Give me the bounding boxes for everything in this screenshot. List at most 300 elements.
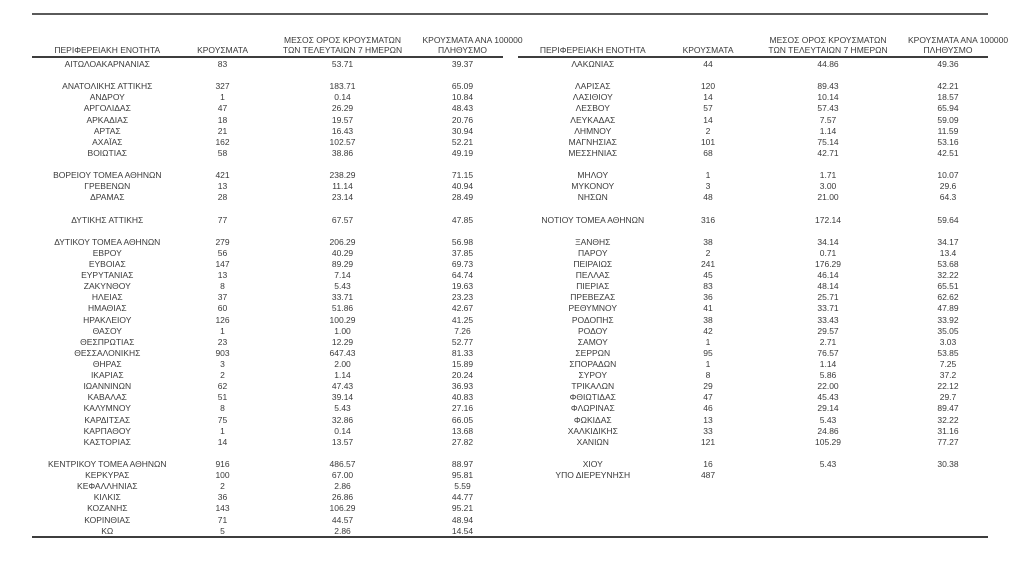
avg7-cell: 33.71 xyxy=(817,303,839,314)
avg7-cell: 2.00 xyxy=(334,359,351,369)
region-cell: ΗΜΑΘΙΑΣ xyxy=(87,303,127,314)
cases-cell: 2 xyxy=(705,125,711,136)
per100k-cell: 3.03 xyxy=(939,336,957,347)
avg7-cell: 7.57 xyxy=(819,114,837,125)
per100k-cell: 48.43 xyxy=(451,103,474,114)
per100k-cell: 95.21 xyxy=(451,503,474,514)
region-cell: ΘΕΣΠΡΩΤΙΑΣ xyxy=(80,336,135,347)
avg7-cell: 1.71 xyxy=(819,170,837,181)
table-spacer-row xyxy=(32,203,503,214)
table-row xyxy=(32,315,503,326)
table-row xyxy=(32,337,503,348)
region-cell: ΣΑΜΟΥ xyxy=(577,336,608,347)
avg7-cell: 24.86 xyxy=(817,425,839,436)
cases-cell: 41 xyxy=(703,303,713,314)
region-cell: ΕΥΡΥΤΑΝΙΑΣ xyxy=(81,270,134,281)
table-row xyxy=(32,470,503,481)
table-row xyxy=(518,348,989,359)
cases-cell: 95 xyxy=(703,347,713,358)
avg7-cell: 647.43 xyxy=(329,347,356,358)
cases-cell: 126 xyxy=(215,314,230,325)
table-row xyxy=(518,459,989,470)
cases-cell: 1 xyxy=(705,336,711,347)
cases-cell: 46 xyxy=(703,403,713,414)
table-body-left xyxy=(32,58,503,536)
region-cell: ΔΥΤΙΚΟΥ ΤΟΜΕΑ ΑΘΗΝΩΝ xyxy=(54,236,161,247)
avg7-cell: 46.14 xyxy=(817,270,839,281)
per100k-cell: 30.38 xyxy=(937,458,959,469)
table-body-right xyxy=(518,58,989,536)
per100k-cell: 42.21 xyxy=(937,81,959,92)
table-row xyxy=(32,137,503,148)
avg7-cell: 51.86 xyxy=(331,303,354,314)
table-row xyxy=(518,181,989,192)
table-row xyxy=(32,292,503,303)
table-spacer-row xyxy=(518,492,989,503)
table-row xyxy=(518,426,989,437)
avg7-cell: 44.86 xyxy=(817,59,839,70)
cases-cell: 38 xyxy=(703,314,713,325)
cases-cell: 5 xyxy=(220,525,225,536)
avg7-cell: 23.14 xyxy=(331,192,354,203)
per100k-cell: 42.67 xyxy=(451,303,474,314)
table-spacer-row xyxy=(518,203,989,214)
region-cell: ΑΝΑΤΟΛΙΚΗΣ ΑΤΤΙΚΗΣ xyxy=(62,81,153,92)
avg7-cell: 57.43 xyxy=(817,103,839,114)
per100k-cell: 52.77 xyxy=(451,336,474,347)
per100k-cell: 37.2 xyxy=(939,370,957,381)
per100k-cell: 77.27 xyxy=(937,436,959,447)
region-cell: ΦΩΚΙΔΑΣ xyxy=(573,414,612,425)
table-row xyxy=(518,415,989,426)
cases-cell: 57 xyxy=(703,103,713,114)
region-cell: ΗΡΑΚΛΕΙΟΥ xyxy=(83,314,132,325)
region-cell: ΣΥΡΟΥ xyxy=(578,370,608,381)
region-cell: ΣΕΡΡΩΝ xyxy=(575,347,611,358)
avg7-cell: 13.57 xyxy=(331,436,354,447)
per100k-cell: 36.93 xyxy=(451,381,474,392)
avg7-cell: 105.29 xyxy=(815,436,842,447)
avg7-cell: 5.43 xyxy=(334,403,351,414)
per100k-cell: 56.98 xyxy=(451,236,474,247)
avg7-cell: 2.86 xyxy=(334,525,351,536)
cases-cell: 44 xyxy=(703,59,713,70)
per100k-cell: 41.25 xyxy=(451,314,474,325)
region-cell: ΦΘΙΩΤΙΔΑΣ xyxy=(569,392,616,403)
per100k-cell: 65.94 xyxy=(937,103,959,114)
table-row xyxy=(32,259,503,270)
cases-cell: 1 xyxy=(220,92,225,103)
per100k-cell: 13.68 xyxy=(451,425,474,436)
per100k-cell: 49.36 xyxy=(937,59,959,70)
cases-cell: 327 xyxy=(215,81,230,92)
region-cell: ΓΡΕΒΕΝΩΝ xyxy=(84,181,131,192)
table-row xyxy=(32,170,503,181)
cases-cell: 162 xyxy=(215,136,230,147)
region-cell: ΚΟΡΙΝΘΙΑΣ xyxy=(84,514,131,525)
region-cell: ΜΕΣΣΗΝΙΑΣ xyxy=(568,147,618,158)
per100k-cell: 11.59 xyxy=(937,125,959,136)
table-row xyxy=(518,170,989,181)
table-row xyxy=(518,92,989,103)
avg7-cell: 5.43 xyxy=(819,414,837,425)
column-header-avg7: ΜΕΣΟΣ ΟΡΟΣ ΚΡΟΥΣΜΑΤΩΝ ΤΩΝ ΤΕΛΕΥΤΑΙΩΝ 7 ΗΜΕΡΩΝ xyxy=(282,35,403,55)
per100k-cell: 31.16 xyxy=(937,425,959,436)
table-right-half xyxy=(518,15,1009,536)
per100k-cell: 81.33 xyxy=(451,347,474,358)
per100k-cell: 23.23 xyxy=(451,292,474,303)
per100k-cell: 64.74 xyxy=(451,270,474,281)
per100k-cell: 30.94 xyxy=(451,125,474,136)
region-cell: ΛΕΥΚΑΔΑΣ xyxy=(570,114,616,125)
table-row xyxy=(518,137,989,148)
avg7-cell: 100.29 xyxy=(329,314,356,325)
region-cell: ΔΥΤΙΚΗΣ ΑΤΤΙΚΗΣ xyxy=(71,214,144,225)
table-spacer-row xyxy=(32,159,503,170)
regional-cases-table xyxy=(32,13,1009,538)
region-cell: ΧΙΟΥ xyxy=(582,458,603,469)
cases-cell: 316 xyxy=(700,214,716,225)
region-cell: ΚΑΣΤΟΡΙΑΣ xyxy=(83,436,131,447)
region-cell: ΝΟΤΙΟΥ ΤΟΜΕΑ ΑΘΗΝΩΝ xyxy=(541,214,645,225)
region-cell: ΚΑΛΥΜΝΟΥ xyxy=(83,403,131,414)
per100k-cell: 64.3 xyxy=(939,192,957,203)
avg7-cell: 89.29 xyxy=(331,259,354,270)
table-row xyxy=(32,492,503,503)
avg7-cell: 1.14 xyxy=(334,370,351,381)
per100k-cell: 10.07 xyxy=(937,170,959,181)
avg7-cell: 1.14 xyxy=(819,359,837,369)
table-spacer-row xyxy=(518,70,989,81)
avg7-cell: 32.86 xyxy=(331,414,354,425)
table-row xyxy=(518,403,989,414)
avg7-cell: 42.71 xyxy=(817,147,839,158)
cases-cell: 121 xyxy=(700,436,716,447)
per100k-cell: 7.26 xyxy=(454,325,471,336)
region-cell: ΒΟΙΩΤΙΑΣ xyxy=(87,147,128,158)
per100k-cell: 65.09 xyxy=(451,81,474,92)
region-cell: ΠΕΛΛΑΣ xyxy=(575,270,610,281)
region-cell: ΥΠΟ ΔΙΕΡΕΥΝΗΣΗ xyxy=(555,470,631,481)
table-row xyxy=(518,248,989,259)
per100k-cell: 62.62 xyxy=(937,292,959,303)
cases-cell: 21 xyxy=(217,125,228,136)
cases-cell: 13 xyxy=(217,181,228,192)
per100k-cell: 20.76 xyxy=(451,114,474,125)
per100k-cell: 22.12 xyxy=(937,381,959,392)
table-row xyxy=(518,115,989,126)
table-row xyxy=(32,92,503,103)
cases-cell: 18 xyxy=(217,114,228,125)
avg7-cell: 5.86 xyxy=(819,370,837,381)
cases-cell: 13 xyxy=(217,270,228,281)
region-cell: ΛΗΜΝΟΥ xyxy=(574,125,612,136)
avg7-cell: 34.14 xyxy=(817,236,839,247)
region-cell: ΚΑΡΠΑΘΟΥ xyxy=(83,425,131,436)
per100k-cell: 89.47 xyxy=(937,403,959,414)
avg7-cell: 486.57 xyxy=(329,458,356,469)
avg7-cell: 183.71 xyxy=(329,81,356,92)
table-spacer-row xyxy=(518,503,989,514)
region-cell: ΡΕΘΥΜΝΟΥ xyxy=(568,303,618,314)
avg7-cell: 67.57 xyxy=(331,214,354,225)
table-row xyxy=(518,215,989,226)
cases-cell: 37 xyxy=(217,292,228,303)
per100k-cell: 53.68 xyxy=(937,259,959,270)
cases-cell: 1 xyxy=(220,325,225,336)
region-cell: ΡΟΔΟΥ xyxy=(577,325,608,336)
region-cell: ΙΩΑΝΝΙΝΩΝ xyxy=(83,381,132,392)
table-row xyxy=(32,192,503,203)
region-cell: ΜΑΓΝΗΣΙΑΣ xyxy=(568,136,617,147)
table-header-right xyxy=(518,15,1009,58)
cases-cell: 241 xyxy=(700,259,716,270)
cases-cell: 45 xyxy=(703,270,713,281)
region-cell: ΠΙΕΡΙΑΣ xyxy=(576,281,610,292)
table-row xyxy=(32,426,503,437)
avg7-cell: 25.71 xyxy=(817,292,839,303)
column-header-avg7: ΜΕΣΟΣ ΟΡΟΣ ΚΡΟΥΣΜΑΤΩΝ ΤΩΝ ΤΕΛΕΥΤΑΙΩΝ 7 ΗΜΕΡΩΝ xyxy=(768,35,888,55)
table-spacer-row xyxy=(518,481,989,492)
cases-cell: 47 xyxy=(217,103,228,114)
avg7-cell: 10.14 xyxy=(817,92,839,103)
cases-cell: 2 xyxy=(705,247,711,258)
table-row xyxy=(518,237,989,248)
region-cell: ΑΧΑΪΑΣ xyxy=(92,136,123,147)
cases-cell: 279 xyxy=(215,236,230,247)
table-row xyxy=(32,392,503,403)
per100k-cell: 59.64 xyxy=(937,214,959,225)
table-row xyxy=(518,148,989,159)
table-row xyxy=(32,115,503,126)
cases-cell: 33 xyxy=(703,425,713,436)
region-cell: ΠΡΕΒΕΖΑΣ xyxy=(570,292,616,303)
table-row xyxy=(32,103,503,114)
per100k-cell: 27.16 xyxy=(451,403,474,414)
table-row xyxy=(32,381,503,392)
avg7-cell: 0.14 xyxy=(334,92,351,103)
per100k-cell: 13.4 xyxy=(939,247,957,258)
cases-cell: 2 xyxy=(220,481,225,492)
per100k-cell: 33.92 xyxy=(937,314,959,325)
per100k-cell: 65.51 xyxy=(937,281,959,292)
per100k-cell: 53.16 xyxy=(937,136,959,147)
region-cell: ΚΕΡΚΥΡΑΣ xyxy=(85,470,130,481)
region-cell: ΧΑΛΚΙΔΙΚΗΣ xyxy=(567,425,618,436)
table-row xyxy=(32,126,503,137)
column-header-region: ΠΕΡΙΦΕΡΕΙΑΚΗ ΕΝΟΤΗΤΑ xyxy=(54,44,161,55)
table-row xyxy=(32,359,503,370)
avg7-cell: 45.43 xyxy=(817,392,839,403)
avg7-cell: 48.14 xyxy=(817,281,839,292)
avg7-cell: 29.14 xyxy=(817,403,839,414)
region-cell: ΘΕΣΣΑΛΟΝΙΚΗΣ xyxy=(74,347,141,358)
region-cell: ΜΗΛΟΥ xyxy=(577,170,609,181)
cases-cell: 421 xyxy=(215,170,230,181)
region-cell: ΤΡΙΚΑΛΩΝ xyxy=(571,381,615,392)
per100k-cell: 52.21 xyxy=(451,136,474,147)
region-cell: ΕΒΡΟΥ xyxy=(92,247,122,258)
avg7-cell: 26.29 xyxy=(331,103,354,114)
table-row xyxy=(32,215,503,226)
cases-cell: 1 xyxy=(705,170,711,181)
cases-cell: 36 xyxy=(217,492,228,503)
avg7-cell: 1.14 xyxy=(819,125,837,136)
region-cell: ΘΑΣΟΥ xyxy=(92,325,122,336)
avg7-cell: 11.14 xyxy=(332,181,353,192)
region-cell: ΚΑΡΔΙΤΣΑΣ xyxy=(84,414,131,425)
cases-cell: 143 xyxy=(215,503,230,514)
cases-cell: 147 xyxy=(215,259,230,270)
avg7-cell: 2.71 xyxy=(819,336,837,347)
per100k-cell: 42.51 xyxy=(937,147,959,158)
avg7-cell: 89.43 xyxy=(817,81,839,92)
per100k-cell: 40.83 xyxy=(451,392,474,403)
table-row xyxy=(32,237,503,248)
region-cell: ΛΕΣΒΟΥ xyxy=(575,103,610,114)
region-cell: ΙΚΑΡΙΑΣ xyxy=(90,370,124,381)
per100k-cell: 34.17 xyxy=(937,236,959,247)
table-row xyxy=(32,503,503,514)
column-header-cases: ΚΡΟΥΣΜΑΤΑ xyxy=(197,44,249,55)
table-row xyxy=(32,181,503,192)
per100k-cell: 44.77 xyxy=(451,492,474,503)
avg7-cell: 76.57 xyxy=(817,347,839,358)
table-row xyxy=(518,270,989,281)
region-cell: ΕΥΒΟΙΑΣ xyxy=(88,259,126,270)
cases-cell: 3 xyxy=(705,181,711,192)
avg7-cell: 29.57 xyxy=(817,325,839,336)
cases-cell: 14 xyxy=(703,114,713,125)
region-cell: ΘΗΡΑΣ xyxy=(92,359,122,369)
region-cell: ΛΑΣΙΘΙΟΥ xyxy=(572,92,613,103)
cases-cell: 77 xyxy=(217,214,228,225)
per100k-cell: 71.15 xyxy=(451,170,474,181)
avg7-cell: 67.00 xyxy=(331,470,354,481)
region-cell: ΚΩ xyxy=(101,525,114,536)
per100k-cell: 53.85 xyxy=(937,347,959,358)
table-row xyxy=(32,281,503,292)
column-header-cases: ΚΡΟΥΣΜΑΤΑ xyxy=(682,44,734,55)
per100k-cell: 15.89 xyxy=(451,359,474,369)
table-spacer-row xyxy=(518,526,989,537)
region-cell: ΑΡΓΟΛΙΔΑΣ xyxy=(83,103,131,114)
table-row xyxy=(32,514,503,525)
per100k-cell: 40.94 xyxy=(451,181,474,192)
avg7-cell: 53.71 xyxy=(331,59,354,70)
cases-cell: 68 xyxy=(703,147,713,158)
table-left-half xyxy=(32,15,523,536)
avg7-cell: 75.14 xyxy=(817,136,839,147)
cases-cell: 1 xyxy=(705,359,711,369)
cases-cell: 38 xyxy=(703,236,713,247)
per100k-cell: 28.49 xyxy=(451,192,474,203)
region-cell: ΝΗΣΩΝ xyxy=(577,192,608,203)
avg7-cell: 7.14 xyxy=(334,270,351,281)
region-cell: ΖΑΚΥΝΘΟΥ xyxy=(83,281,131,292)
region-cell: ΠΕΙΡΑΙΩΣ xyxy=(573,259,613,270)
region-cell: ΛΑΡΙΣΑΣ xyxy=(574,81,611,92)
column-header-region: ΠΕΡΙΦΕΡΕΙΑΚΗ ΕΝΟΤΗΤΑ xyxy=(539,44,646,55)
per100k-cell: 95.81 xyxy=(451,470,474,481)
avg7-cell: 206.29 xyxy=(329,236,356,247)
per100k-cell: 35.05 xyxy=(937,325,959,336)
cases-cell: 101 xyxy=(700,136,716,147)
avg7-cell: 47.43 xyxy=(331,381,354,392)
per100k-cell: 48.94 xyxy=(451,514,474,525)
table-row xyxy=(518,337,989,348)
region-cell: ΜΥΚΟΝΟΥ xyxy=(571,181,615,192)
avg7-cell: 38.86 xyxy=(331,147,354,158)
cases-cell: 58 xyxy=(217,147,228,158)
region-cell: ΑΡΚΑΔΙΑΣ xyxy=(86,114,129,125)
avg7-cell: 33.43 xyxy=(817,314,839,325)
avg7-cell: 2.86 xyxy=(334,481,351,492)
avg7-cell: 238.29 xyxy=(329,170,356,181)
per100k-cell: 47.85 xyxy=(451,214,474,225)
table-row xyxy=(518,103,989,114)
region-cell: ΗΛΕΙΑΣ xyxy=(91,292,123,303)
column-header-per100k: ΚΡΟΥΣΜΑΤΑ ΑΝΑ 100000 ΠΛΗΘΥΣΜΟ xyxy=(908,35,1009,55)
avg7-cell: 1.00 xyxy=(334,325,351,336)
table-row xyxy=(32,270,503,281)
per100k-cell: 37.85 xyxy=(451,247,474,258)
region-cell: ΧΑΝΙΩΝ xyxy=(576,436,609,447)
table-spacer-row xyxy=(32,448,503,459)
table-row xyxy=(518,126,989,137)
cases-cell: 48 xyxy=(703,192,713,203)
table-row xyxy=(518,259,989,270)
table-row xyxy=(32,326,503,337)
table-spacer-row xyxy=(518,448,989,459)
cases-cell: 42 xyxy=(703,325,713,336)
avg7-cell: 33.71 xyxy=(331,292,354,303)
table-row xyxy=(518,359,989,370)
avg7-cell: 0.14 xyxy=(334,425,351,436)
avg7-cell: 44.57 xyxy=(331,514,354,525)
cases-cell: 75 xyxy=(217,414,228,425)
cases-cell: 56 xyxy=(217,247,228,258)
table-row xyxy=(32,415,503,426)
region-cell: ΔΡΑΜΑΣ xyxy=(90,192,125,203)
per100k-cell: 32.22 xyxy=(937,414,959,425)
table-row xyxy=(518,192,989,203)
cases-cell: 47 xyxy=(703,392,713,403)
table-header-left xyxy=(32,15,523,58)
cases-cell: 903 xyxy=(215,347,230,358)
avg7-cell: 19.57 xyxy=(331,114,354,125)
avg7-cell: 39.14 xyxy=(331,392,354,403)
cases-cell: 71 xyxy=(217,514,228,525)
cases-cell: 8 xyxy=(220,281,225,292)
cases-cell: 51 xyxy=(217,392,228,403)
table-row xyxy=(518,281,989,292)
avg7-cell: 3.00 xyxy=(819,181,837,192)
per100k-cell: 39.37 xyxy=(451,59,474,70)
table-row xyxy=(518,381,989,392)
region-cell: ΚΕΦΑΛΛΗΝΙΑΣ xyxy=(77,481,138,492)
table-row xyxy=(32,481,503,492)
table-row xyxy=(32,403,503,414)
cases-cell: 16 xyxy=(703,458,713,469)
cases-cell: 14 xyxy=(703,92,713,103)
cases-cell: 2 xyxy=(220,370,225,381)
table-spacer-row xyxy=(518,226,989,237)
per100k-cell: 88.97 xyxy=(451,458,474,469)
per100k-cell: 47.89 xyxy=(937,303,959,314)
cases-cell: 23 xyxy=(217,336,228,347)
avg7-cell: 0.71 xyxy=(819,247,837,258)
